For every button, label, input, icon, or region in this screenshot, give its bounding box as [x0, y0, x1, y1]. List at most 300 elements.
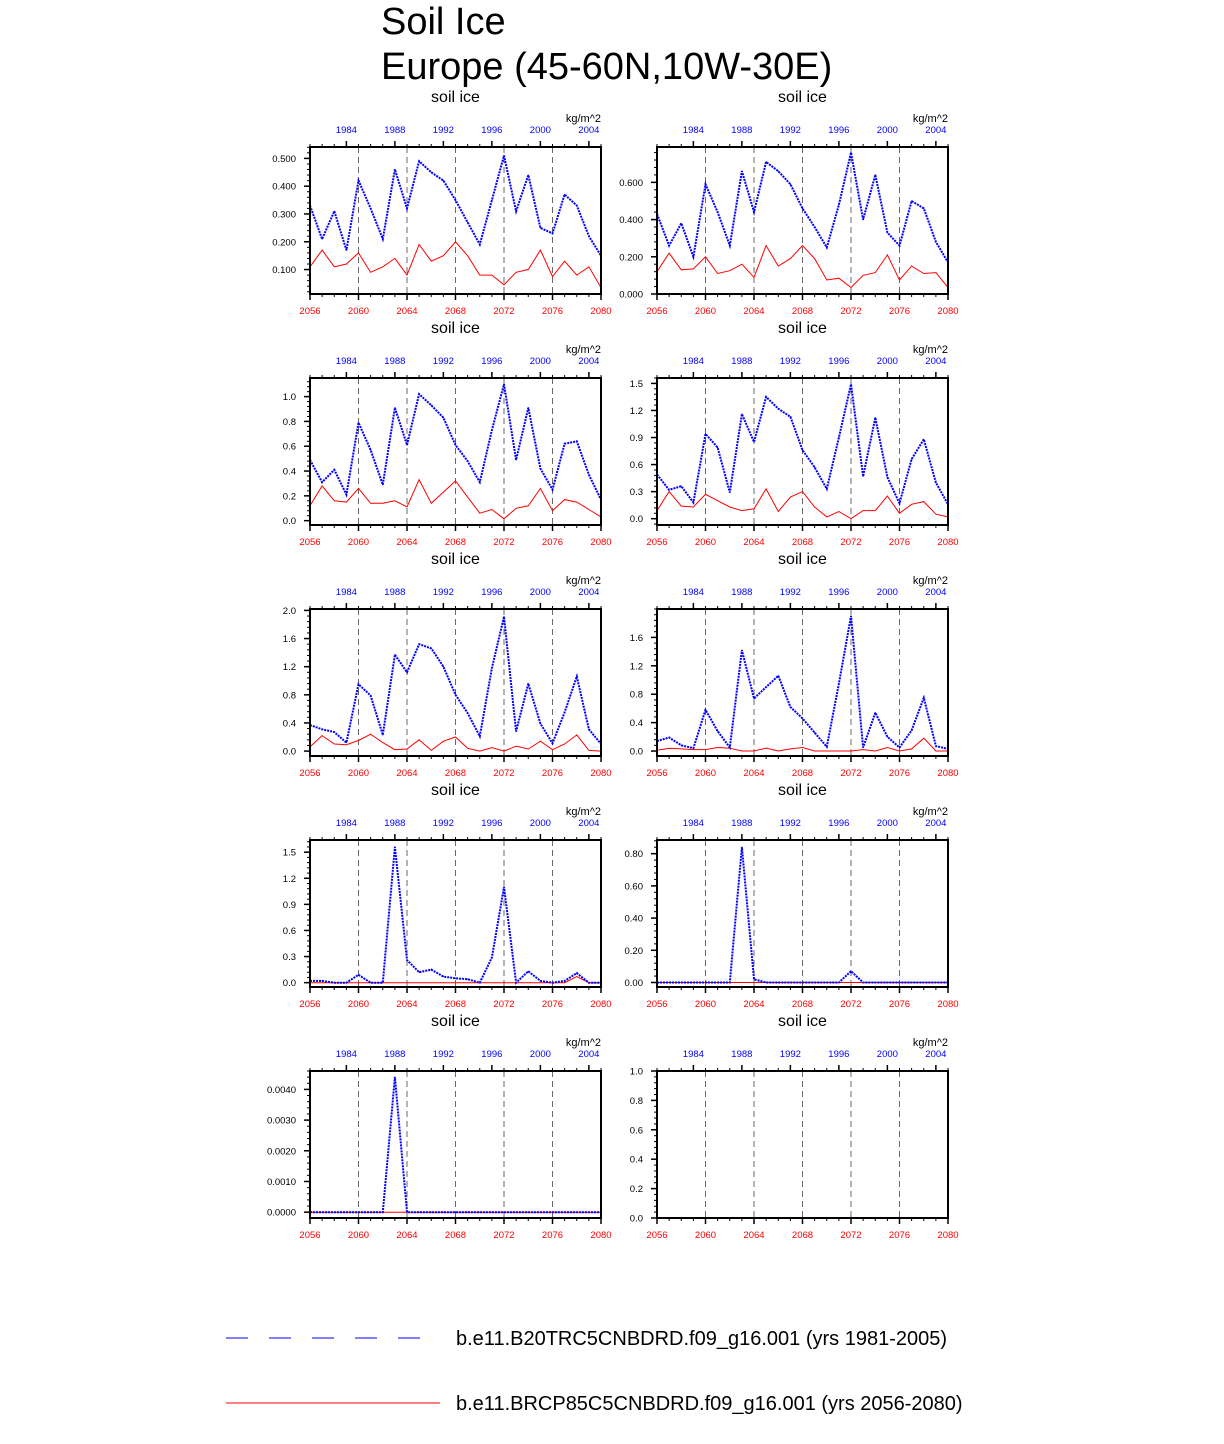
y-tick-label: 0.000 — [619, 289, 643, 301]
future-point — [334, 500, 335, 501]
future-point — [564, 261, 565, 262]
hist-point — [588, 474, 589, 475]
future-point — [455, 737, 456, 738]
units-label: kg/m^2 — [565, 1037, 601, 1049]
hist-point — [729, 245, 730, 246]
hist-point — [826, 488, 827, 489]
x-top-tick-label: 1984 — [335, 587, 357, 598]
future-point — [516, 982, 517, 983]
hist-point — [935, 241, 936, 242]
x-tick-label: 2056 — [299, 768, 321, 779]
hist-point — [516, 731, 517, 732]
hist-point — [935, 482, 936, 483]
x-top-tick-label: 1988 — [384, 356, 406, 367]
future-point — [669, 982, 670, 983]
future-point — [935, 751, 936, 752]
future-point — [741, 264, 742, 265]
future-point — [851, 751, 852, 752]
panel-title: soil ice — [431, 782, 480, 799]
hist-point — [741, 171, 742, 172]
x-tick-label: 2076 — [888, 306, 911, 317]
y-tick-label: 0.0000 — [266, 1207, 296, 1219]
hist-point — [419, 161, 420, 162]
hist-point — [850, 152, 851, 153]
x-tick-label: 2064 — [396, 537, 418, 548]
y-tick-label: 1.2 — [282, 662, 296, 674]
x-tick-label: 2076 — [888, 999, 911, 1010]
future-point — [814, 982, 815, 983]
hist-point — [358, 422, 359, 423]
future-point — [382, 742, 383, 743]
hist-point — [923, 697, 924, 698]
future-point — [407, 275, 408, 276]
units-label: kg/m^2 — [912, 344, 948, 356]
x-top-tick-label: 1988 — [731, 356, 753, 367]
x-tick-label: 2064 — [743, 768, 765, 779]
x-tick-label: 2068 — [444, 768, 467, 779]
future-point — [802, 245, 803, 246]
hist-point — [875, 174, 876, 175]
hist-point — [669, 245, 670, 246]
x-tick-label: 2056 — [646, 537, 668, 548]
hist-point — [826, 746, 827, 747]
x-top-tick-label: 1992 — [432, 125, 454, 136]
y-tick-label: 0.200 — [619, 252, 643, 264]
hist-point — [503, 384, 504, 385]
future-point — [851, 518, 852, 519]
x-top-tick-label: 1996 — [481, 818, 503, 829]
hist-point — [370, 695, 371, 696]
future-point — [504, 284, 505, 285]
y-tick-label: 0.0 — [629, 514, 643, 526]
x-top-tick-label: 2004 — [925, 356, 947, 367]
y-tick-label: 0.20 — [624, 945, 643, 957]
future-point — [407, 982, 408, 983]
x-tick-label: 2080 — [937, 537, 959, 548]
x-tick-label: 2072 — [493, 537, 515, 548]
future-point — [814, 751, 815, 752]
units-label: kg/m^2 — [912, 575, 948, 587]
future-point — [504, 751, 505, 752]
future-point — [382, 1212, 383, 1213]
hist-point — [443, 180, 444, 181]
future-point — [838, 278, 839, 279]
x-tick-label: 2064 — [743, 999, 765, 1010]
hist-point — [406, 959, 407, 960]
hist-point — [576, 441, 577, 442]
x-top-tick-label: 1992 — [779, 818, 801, 829]
hist-point — [790, 706, 791, 707]
hist-point — [322, 980, 323, 981]
x-top-tick-label: 2004 — [925, 1049, 947, 1060]
hist-point — [863, 219, 864, 220]
hist-point — [346, 742, 347, 743]
future-point — [528, 1212, 529, 1213]
future-point — [358, 252, 359, 253]
units-label: kg/m^2 — [565, 575, 601, 587]
future-point — [382, 266, 383, 267]
future-point — [467, 982, 468, 983]
future-point — [394, 1212, 395, 1213]
x-tick-label: 2072 — [840, 768, 862, 779]
hist-point — [528, 174, 529, 175]
hist-point — [693, 748, 694, 749]
panel-6 — [630, 551, 959, 779]
hist-point — [564, 443, 565, 444]
x-tick-label: 2068 — [791, 999, 814, 1010]
future-point — [681, 269, 682, 270]
hist-point — [911, 459, 912, 460]
hist-point — [863, 476, 864, 477]
future-point — [693, 982, 694, 983]
future-point — [419, 244, 420, 245]
hist-point — [826, 247, 827, 248]
future-point — [826, 982, 827, 983]
hist-point — [923, 208, 924, 209]
future-point — [899, 513, 900, 514]
x-top-tick-label: 1988 — [384, 818, 406, 829]
future-point — [407, 749, 408, 750]
future-point — [407, 507, 408, 508]
future-point — [887, 255, 888, 256]
x-top-tick-label: 1988 — [731, 1049, 753, 1060]
y-tick-label: 0.3 — [629, 487, 643, 499]
hist-point — [576, 972, 577, 973]
future-point — [705, 749, 706, 750]
hist-point — [358, 974, 359, 975]
x-tick-label: 2056 — [646, 999, 668, 1010]
hist-point — [875, 417, 876, 418]
x-tick-label: 2080 — [590, 768, 612, 779]
future-point — [717, 982, 718, 983]
future-point — [923, 738, 924, 739]
future-point — [741, 510, 742, 511]
future-point — [826, 751, 827, 752]
future-point — [863, 510, 864, 511]
y-tick-label: 0.2 — [282, 491, 296, 503]
x-top-tick-label: 1992 — [432, 1049, 454, 1060]
y-tick-label: 0.8 — [629, 1095, 643, 1107]
future-point — [576, 502, 577, 503]
x-tick-label: 2072 — [493, 306, 515, 317]
future-point — [741, 982, 742, 983]
future-point — [729, 982, 730, 983]
panels — [267, 89, 959, 1241]
y-tick-label: 1.5 — [282, 847, 296, 859]
y-tick-label: 1.2 — [629, 661, 643, 673]
hist-point — [705, 433, 706, 434]
y-tick-label: 1.6 — [282, 634, 296, 646]
hist-point — [790, 416, 791, 417]
hist-point — [693, 256, 694, 257]
x-tick-label: 2076 — [541, 537, 564, 548]
future-point — [443, 255, 444, 256]
hist-point — [394, 407, 395, 408]
y-tick-label: 0.0 — [282, 746, 296, 758]
panel-8 — [625, 782, 959, 1010]
x-top-tick-label: 2004 — [925, 587, 947, 598]
panel-9 — [267, 1013, 612, 1241]
x-top-tick-label: 1992 — [432, 356, 454, 367]
hist-point — [669, 737, 670, 738]
hist-point — [346, 494, 347, 495]
legend-future-label: b.e11.BRCP85C5CNBDRD.f09_g16.001 (yrs 2056-2080) — [456, 1393, 963, 1415]
future-point — [540, 982, 541, 983]
hist-point — [382, 734, 383, 735]
hist-point — [693, 502, 694, 503]
future-point — [455, 241, 456, 242]
future-point — [863, 275, 864, 276]
y-tick-label: 0.8 — [282, 690, 296, 702]
hist-point — [479, 736, 480, 737]
hist-point — [923, 439, 924, 440]
hist-point — [540, 723, 541, 724]
x-top-tick-label: 2004 — [578, 125, 600, 136]
hist-point — [406, 208, 407, 209]
future-point — [419, 982, 420, 983]
x-tick-label: 2060 — [347, 537, 370, 548]
hist-point — [431, 405, 432, 406]
hist-point — [850, 971, 851, 972]
future-point — [851, 287, 852, 288]
future-point — [370, 982, 371, 983]
y-tick-label: 0.600 — [619, 177, 643, 189]
x-tick-label: 2064 — [743, 306, 765, 317]
x-tick-label: 2056 — [299, 999, 321, 1010]
x-tick-label: 2064 — [396, 768, 418, 779]
hist-point — [753, 979, 754, 980]
future-point — [346, 264, 347, 265]
x-tick-label: 2076 — [888, 768, 911, 779]
y-tick-label: 0.6 — [282, 925, 296, 937]
x-tick-label: 2068 — [791, 306, 814, 317]
x-top-tick-label: 2004 — [578, 818, 600, 829]
x-top-tick-label: 2000 — [529, 125, 551, 136]
future-point — [838, 982, 839, 983]
y-tick-label: 0.0 — [629, 1213, 643, 1225]
future-point — [766, 245, 767, 246]
y-tick-label: 0.2 — [629, 1184, 643, 1196]
future-point — [693, 268, 694, 269]
hist-point — [540, 227, 541, 228]
future-point — [370, 503, 371, 504]
x-top-tick-label: 1996 — [481, 1049, 503, 1060]
hist-point — [588, 236, 589, 237]
hist-point — [322, 238, 323, 239]
hist-point — [802, 450, 803, 451]
hist-point — [406, 672, 407, 673]
y-tick-label: 0.40 — [624, 913, 643, 925]
y-tick-label: 0.0010 — [266, 1176, 296, 1188]
hist-point — [576, 205, 577, 206]
future-point — [851, 982, 852, 983]
hist-point — [479, 482, 480, 483]
future-point — [911, 982, 912, 983]
x-tick-label: 2080 — [590, 1230, 612, 1241]
hist-point — [455, 444, 456, 445]
future-point — [681, 982, 682, 983]
future-point — [875, 272, 876, 273]
future-point — [564, 1212, 565, 1213]
future-point — [540, 741, 541, 742]
future-point — [790, 258, 791, 259]
hist-point — [394, 654, 395, 655]
y-tick-label: 0.6 — [629, 460, 643, 472]
x-top-tick-label: 1988 — [384, 125, 406, 136]
hist-point — [443, 666, 444, 667]
hist-point — [887, 232, 888, 233]
y-tick-label: 0.8 — [282, 416, 296, 428]
panel-title: soil ice — [778, 551, 827, 568]
hist-point — [778, 675, 779, 676]
panel-3 — [283, 320, 612, 548]
future-point — [790, 982, 791, 983]
hist-point — [564, 194, 565, 195]
future-point — [588, 509, 589, 510]
hist-point — [358, 180, 359, 181]
future-point — [516, 746, 517, 747]
x-top-tick-label: 2000 — [529, 356, 551, 367]
hist-point — [503, 155, 504, 156]
y-tick-label: 0.200 — [272, 237, 296, 249]
future-point — [754, 982, 755, 983]
future-point — [564, 744, 565, 745]
x-top-tick-label: 1984 — [682, 818, 704, 829]
future-point — [814, 258, 815, 259]
future-point — [334, 982, 335, 983]
x-tick-label: 2064 — [743, 537, 765, 548]
x-tick-label: 2064 — [743, 1230, 765, 1241]
y-tick-label: 0.6 — [629, 1125, 643, 1137]
future-point — [528, 749, 529, 750]
future-point — [443, 1212, 444, 1213]
future-point — [419, 1212, 420, 1213]
future-point — [419, 479, 420, 480]
y-tick-label: 0.0030 — [266, 1115, 296, 1127]
hist-point — [467, 222, 468, 223]
future-point — [669, 253, 670, 254]
hist-point — [394, 846, 395, 847]
y-tick-label: 0.3 — [282, 952, 296, 964]
units-label: kg/m^2 — [565, 344, 601, 356]
future-point — [790, 748, 791, 749]
y-tick-label: 0.60 — [624, 881, 643, 893]
future-point — [923, 982, 924, 983]
future-point — [826, 280, 827, 281]
x-top-tick-label: 2004 — [578, 356, 600, 367]
x-top-tick-label: 2000 — [876, 356, 898, 367]
future-point — [431, 982, 432, 983]
hist-point — [564, 980, 565, 981]
hist-point — [431, 648, 432, 649]
future-point — [717, 747, 718, 748]
hist-point — [455, 978, 456, 979]
future-point — [935, 514, 936, 515]
hist-point — [766, 161, 767, 162]
future-point — [322, 735, 323, 736]
future-point — [491, 747, 492, 748]
hist-point — [778, 408, 779, 409]
future-point — [540, 250, 541, 251]
future-point — [382, 982, 383, 983]
hist-point — [491, 667, 492, 668]
hist-point — [681, 223, 682, 224]
y-tick-label: 0.0 — [629, 746, 643, 758]
future-point — [935, 272, 936, 273]
x-tick-label: 2068 — [444, 306, 467, 317]
future-point — [334, 266, 335, 267]
future-point — [838, 511, 839, 512]
future-point — [705, 494, 706, 495]
future-point — [394, 500, 395, 501]
hist-point — [455, 694, 456, 695]
hist-point — [899, 503, 900, 504]
panel-5 — [283, 551, 612, 779]
x-tick-label: 2056 — [299, 306, 321, 317]
future-point — [766, 748, 767, 749]
future-point — [322, 486, 323, 487]
x-tick-label: 2060 — [347, 768, 370, 779]
x-tick-label: 2060 — [694, 537, 717, 548]
y-tick-label: 0.0 — [282, 516, 296, 528]
hist-point — [753, 212, 754, 213]
future-point — [887, 982, 888, 983]
future-point — [479, 982, 480, 983]
x-tick-label: 2076 — [888, 537, 911, 548]
future-point — [479, 1212, 480, 1213]
future-point — [504, 518, 505, 519]
x-top-tick-label: 2004 — [578, 587, 600, 598]
x-top-tick-label: 2000 — [876, 587, 898, 598]
y-tick-label: 1.6 — [629, 632, 643, 644]
x-tick-label: 2068 — [791, 1230, 814, 1241]
future-point — [923, 273, 924, 274]
legend — [226, 1328, 963, 1415]
hist-point — [564, 712, 565, 713]
figure-subtitle: Europe (45-60N,10W-30E) — [381, 46, 833, 88]
future-point — [729, 748, 730, 749]
hist-point — [431, 969, 432, 970]
y-tick-label: 0.0 — [282, 978, 296, 990]
y-tick-label: 0.500 — [272, 153, 296, 165]
future-point — [576, 275, 577, 276]
x-tick-label: 2056 — [299, 1230, 321, 1241]
future-point — [669, 491, 670, 492]
x-tick-label: 2076 — [541, 768, 564, 779]
x-tick-label: 2060 — [694, 306, 717, 317]
hist-point — [455, 199, 456, 200]
future-point — [863, 749, 864, 750]
hist-point — [850, 384, 851, 385]
x-tick-label: 2080 — [590, 306, 612, 317]
y-tick-label: 0.400 — [619, 215, 643, 227]
future-point — [741, 751, 742, 752]
hist-point — [705, 709, 706, 710]
future-point — [528, 982, 529, 983]
hist-point — [705, 184, 706, 185]
hist-point — [790, 184, 791, 185]
hist-point — [814, 467, 815, 468]
x-tick-label: 2080 — [590, 537, 612, 548]
x-tick-label: 2072 — [840, 999, 862, 1010]
y-tick-label: 0.4 — [629, 718, 643, 730]
x-tick-label: 2072 — [840, 306, 862, 317]
hist-point — [491, 199, 492, 200]
future-point — [334, 744, 335, 745]
hist-point — [334, 469, 335, 470]
x-top-tick-label: 1996 — [828, 1049, 850, 1060]
future-point — [875, 751, 876, 752]
